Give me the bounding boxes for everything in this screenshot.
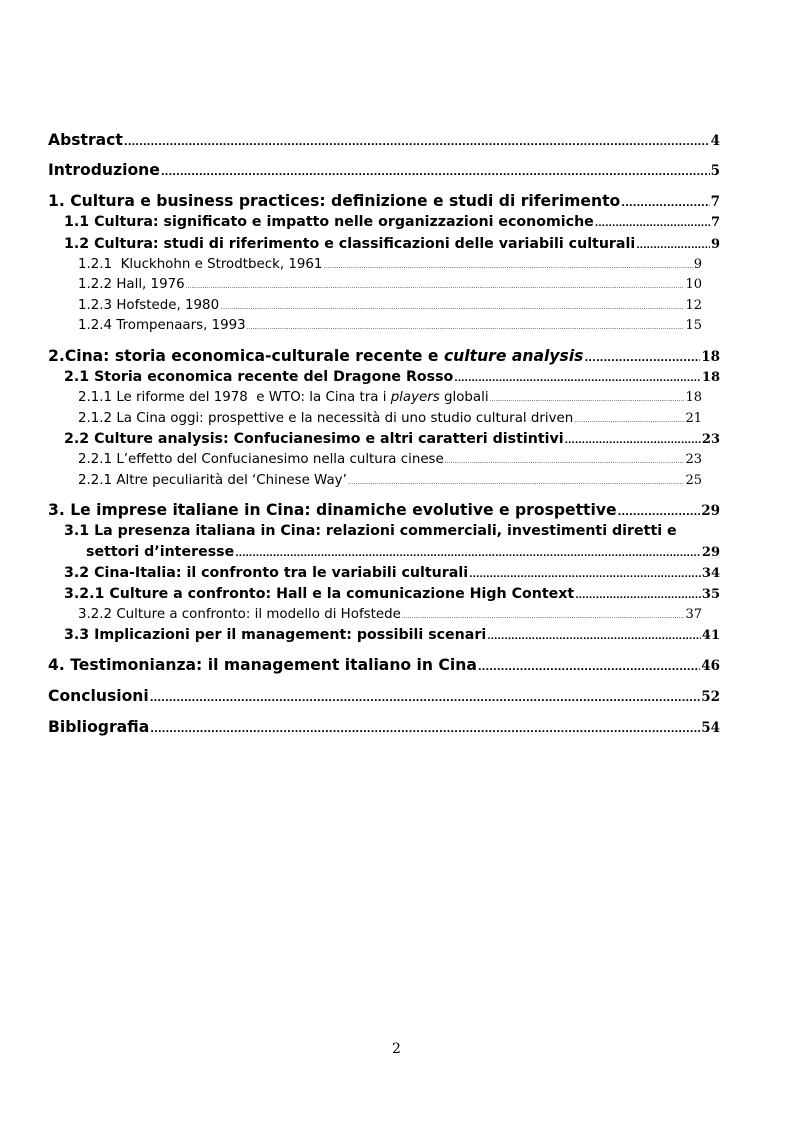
- toc-entry-title: 1.1 Cultura: significato e impatto nelle organizzazioni economiche: [64, 214, 594, 230]
- toc-entry-title: 1. Cultura e business practices: definizione e studi di riferimento: [48, 192, 621, 210]
- toc-entry-title-part: 2.Cina: storia economica-culturale recente e: [48, 347, 444, 365]
- dot-leader: [621, 198, 709, 209]
- toc-entry-2-2-1[interactable]: [78, 452, 702, 467]
- toc-entry-title: 2.1.2 La Cina oggi: prospettive e la necessità di uno studio cultural driven: [78, 411, 574, 426]
- toc-entry-title: 3. Le imprese italiane in Cina: dinamiche evolutive e prospettive: [48, 501, 617, 519]
- toc-entry-title: 2.1 Storia economica recente del Dragone Rosso: [64, 369, 454, 385]
- dot-leader: [445, 458, 685, 465]
- toc-entry-page: 15: [685, 318, 702, 333]
- toc-entry-title: 3.2.2 Culture a confronto: il modello di Hofstede: [78, 607, 401, 622]
- dot-leader: [348, 479, 685, 486]
- toc-entry-title: settori d’interesse: [86, 544, 235, 560]
- toc-entry-page: 54: [701, 720, 720, 736]
- toc-entry-title: 2.2.1 Altre peculiarità del ‘Chinese Way’: [78, 473, 347, 488]
- toc-entry-3-2-1[interactable]: [64, 586, 720, 602]
- toc-entry-page: 29: [701, 503, 720, 519]
- dot-leader: [186, 283, 685, 290]
- dot-leader: [584, 353, 700, 364]
- toc-entry-2-1-2[interactable]: [78, 411, 702, 426]
- toc-entry-page: 34: [701, 566, 720, 581]
- toc-entry-page: 46: [701, 658, 720, 674]
- toc-entry-page: 9: [710, 237, 720, 252]
- toc-entry-page: 10: [685, 277, 702, 292]
- toc-entry-3-2-2[interactable]: [78, 607, 702, 622]
- toc-entry-title: 1.2.2 Hall, 1976: [78, 277, 185, 292]
- toc-entry-1-1[interactable]: [64, 214, 720, 230]
- toc-entry-page: 21: [685, 411, 702, 426]
- toc-entry-title-italic: culture analysis: [443, 347, 584, 365]
- dot-leader: [565, 436, 701, 446]
- toc-entry-chapter-4[interactable]: [48, 656, 720, 674]
- toc-entry-title: [48, 347, 583, 365]
- toc-entry-title: 3.3 Implicazioni per il management: possibili scenari: [64, 627, 487, 643]
- dot-leader: [247, 324, 685, 331]
- toc-entry-1-2-1[interactable]: [78, 257, 702, 272]
- toc-entry-page: 25: [685, 473, 702, 488]
- dot-leader: [161, 167, 710, 178]
- toc-entry-introduzione[interactable]: [48, 161, 720, 179]
- toc-entry-3-3[interactable]: [64, 627, 720, 643]
- dot-leader: [490, 396, 685, 403]
- dot-leader: [323, 263, 692, 270]
- toc-entry-page: 23: [685, 452, 702, 467]
- dot-leader: [150, 693, 700, 704]
- dot-leader: [469, 570, 701, 580]
- toc-entry-page: 23: [701, 432, 720, 447]
- toc-entry-title: 1.2 Cultura: studi di riferimento e classificazioni delle variabili culturali: [64, 236, 636, 252]
- toc-entry-bibliografia[interactable]: [48, 718, 720, 736]
- toc-entry-page: 4: [710, 133, 720, 149]
- dot-leader: [618, 507, 701, 518]
- toc-entry-3-1-line1[interactable]: 3.1 La presenza italiana in Cina: relazioni commerciali, investimenti diretti e: [64, 523, 677, 539]
- toc-entry-title: 3.2 Cina-Italia: il confronto tra le variabili culturali: [64, 565, 469, 581]
- toc-entry-title: [78, 390, 489, 405]
- dot-leader: [454, 374, 701, 384]
- toc-entry-page: 9: [693, 257, 702, 272]
- dot-leader: [478, 662, 700, 673]
- dot-leader: [150, 724, 700, 735]
- toc-entry-page: 52: [701, 689, 720, 705]
- toc-entry-title-italic: players: [390, 390, 440, 405]
- dot-leader: [402, 613, 685, 620]
- toc-entry-page: 29: [701, 545, 720, 560]
- toc-entry-title: 1.2.4 Trompenaars, 1993: [78, 318, 246, 333]
- toc-entry-3-2[interactable]: [64, 565, 720, 581]
- toc-entry-3-1[interactable]: [86, 544, 720, 560]
- dot-leader: [487, 632, 701, 642]
- toc-entry-title: 4. Testimonianza: il management italiano in Cina: [48, 656, 477, 674]
- toc-entry-page: 18: [685, 390, 702, 405]
- toc-entry-1-2-4[interactable]: [78, 318, 702, 333]
- toc-entry-title: 2.2 Culture analysis: Confucianesimo e altri caratteri distintivi: [64, 431, 564, 447]
- toc-entry-page: 18: [701, 370, 720, 385]
- toc-entry-page: 37: [685, 607, 702, 622]
- page-number: 2: [392, 1041, 401, 1057]
- toc-entry-page: 12: [685, 298, 702, 313]
- dot-leader: [220, 304, 684, 311]
- toc-entry-2-1[interactable]: [64, 369, 720, 385]
- toc-entry-conclusioni[interactable]: [48, 687, 720, 705]
- dot-leader: [636, 241, 710, 251]
- dot-leader: [235, 549, 701, 559]
- toc-entry-title: Bibliografia: [48, 718, 150, 736]
- toc-entry-title-part: 2.1.1 Le riforme del 1978 e WTO: la Cina tra i: [78, 390, 391, 405]
- toc-entry-page: 7: [710, 194, 720, 210]
- toc-entry-page: 5: [710, 163, 720, 179]
- toc-entry-2-2[interactable]: [64, 431, 720, 447]
- toc-entry-title: 2.2.1 L’effetto del Confucianesimo nella cultura cinese: [78, 452, 444, 467]
- toc-entry-abstract[interactable]: [48, 131, 720, 149]
- toc-entry-chapter-1[interactable]: [48, 192, 720, 210]
- toc-entry-title: 1.2.3 Hofstede, 1980: [78, 298, 220, 313]
- toc-entry-title: 3.2.1 Culture a confronto: Hall e la comunicazione High Context: [64, 586, 575, 602]
- toc-entry-title: Conclusioni: [48, 687, 149, 705]
- toc-entry-1-2-2[interactable]: [78, 277, 702, 292]
- toc-entry-chapter-3[interactable]: [48, 501, 720, 519]
- toc-entry-1-2[interactable]: [64, 236, 720, 252]
- toc-entry-2-1-1[interactable]: [78, 390, 702, 405]
- toc-entry-title-part: globali: [439, 390, 489, 405]
- dot-leader: [595, 219, 710, 229]
- dot-leader: [574, 417, 684, 424]
- toc-entry-title: 1.2.1 Kluckhohn e Strodtbeck, 1961: [78, 257, 323, 272]
- toc-entry-page: 41: [701, 628, 720, 643]
- toc-entry-page: 35: [701, 587, 720, 602]
- dot-leader: [124, 137, 710, 148]
- toc-entry-title: Introduzione: [48, 161, 160, 179]
- dot-leader: [575, 591, 701, 601]
- toc-entry-1-2-3[interactable]: [78, 298, 702, 313]
- toc-entry-2-2-2[interactable]: [78, 473, 702, 488]
- toc-entry-page: 18: [701, 349, 720, 365]
- toc-entry-chapter-2[interactable]: [48, 347, 720, 365]
- toc-entry-page: 7: [710, 215, 720, 230]
- toc-entry-title: Abstract: [48, 131, 123, 149]
